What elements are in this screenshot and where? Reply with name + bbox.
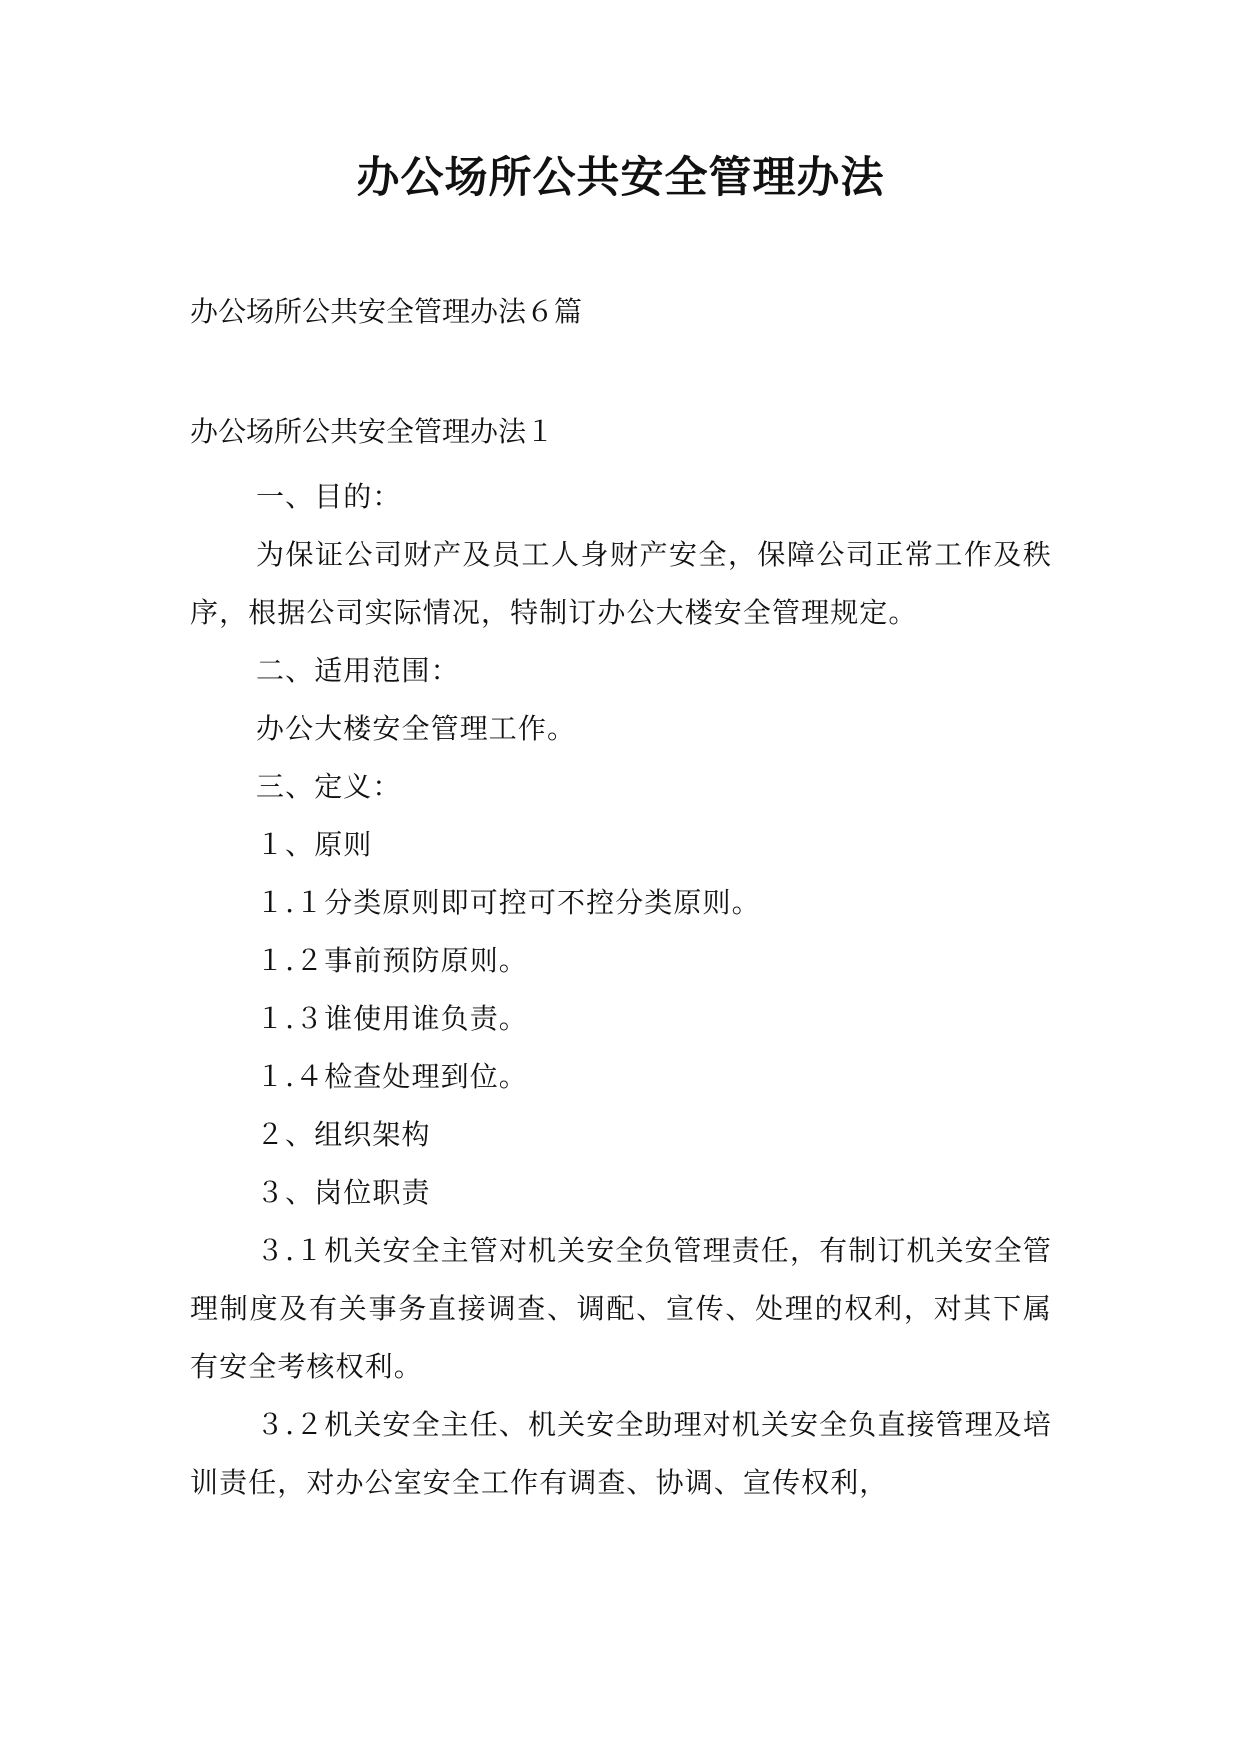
paragraph-duties-heading: ３、岗位职责 — [256, 1176, 431, 1209]
paragraph-principle-1-2: １.２事前预防原则。 — [256, 944, 528, 977]
document-body — [190, 468, 1050, 1512]
page-title: 办公场所公共安全管理办法 — [356, 153, 885, 203]
paragraph-scope: 办公大楼安全管理工作。 — [256, 712, 577, 745]
paragraph-purpose-heading: 一、目的： — [256, 480, 402, 513]
paragraph-purpose: 为保证公司财产及员工人身财产安全，保障公司正常工作及秩序，根据公司实际情况，特制订办公大楼安全管理规定。 — [190, 538, 1052, 629]
paragraph-principle-1-1: １.１分类原则即可控可不控分类原则。 — [256, 886, 761, 919]
paragraph-duty-3-1: ３.１机关安全主管对机关安全负管理责任，有制订机关安全管理制度及有关事务直接调查、调配、宣传、处理的权利，对其下属有安全考核权利。 — [190, 1234, 1052, 1383]
section-heading: 办公场所公共安全管理办法１ — [190, 415, 555, 448]
document-subtitle: 办公场所公共安全管理办法６篇 — [190, 295, 583, 328]
paragraph-principles-heading: １、原则 — [256, 828, 373, 861]
paragraph-principle-1-4: １.４检查处理到位。 — [256, 1060, 528, 1093]
paragraph-principle-1-3: １.３谁使用谁负责。 — [256, 1002, 528, 1035]
paragraph-scope-heading: 二、适用范围： — [256, 654, 460, 687]
paragraph-duty-3-2: ３.２机关安全主任、机关安全助理对机关安全负直接管理及培训责任，对办公室安全工作有调查、协调、宣传权利， — [190, 1408, 1052, 1499]
paragraph-definition-heading: 三、定义： — [256, 770, 402, 803]
paragraph-organization: ２、组织架构 — [256, 1118, 431, 1151]
